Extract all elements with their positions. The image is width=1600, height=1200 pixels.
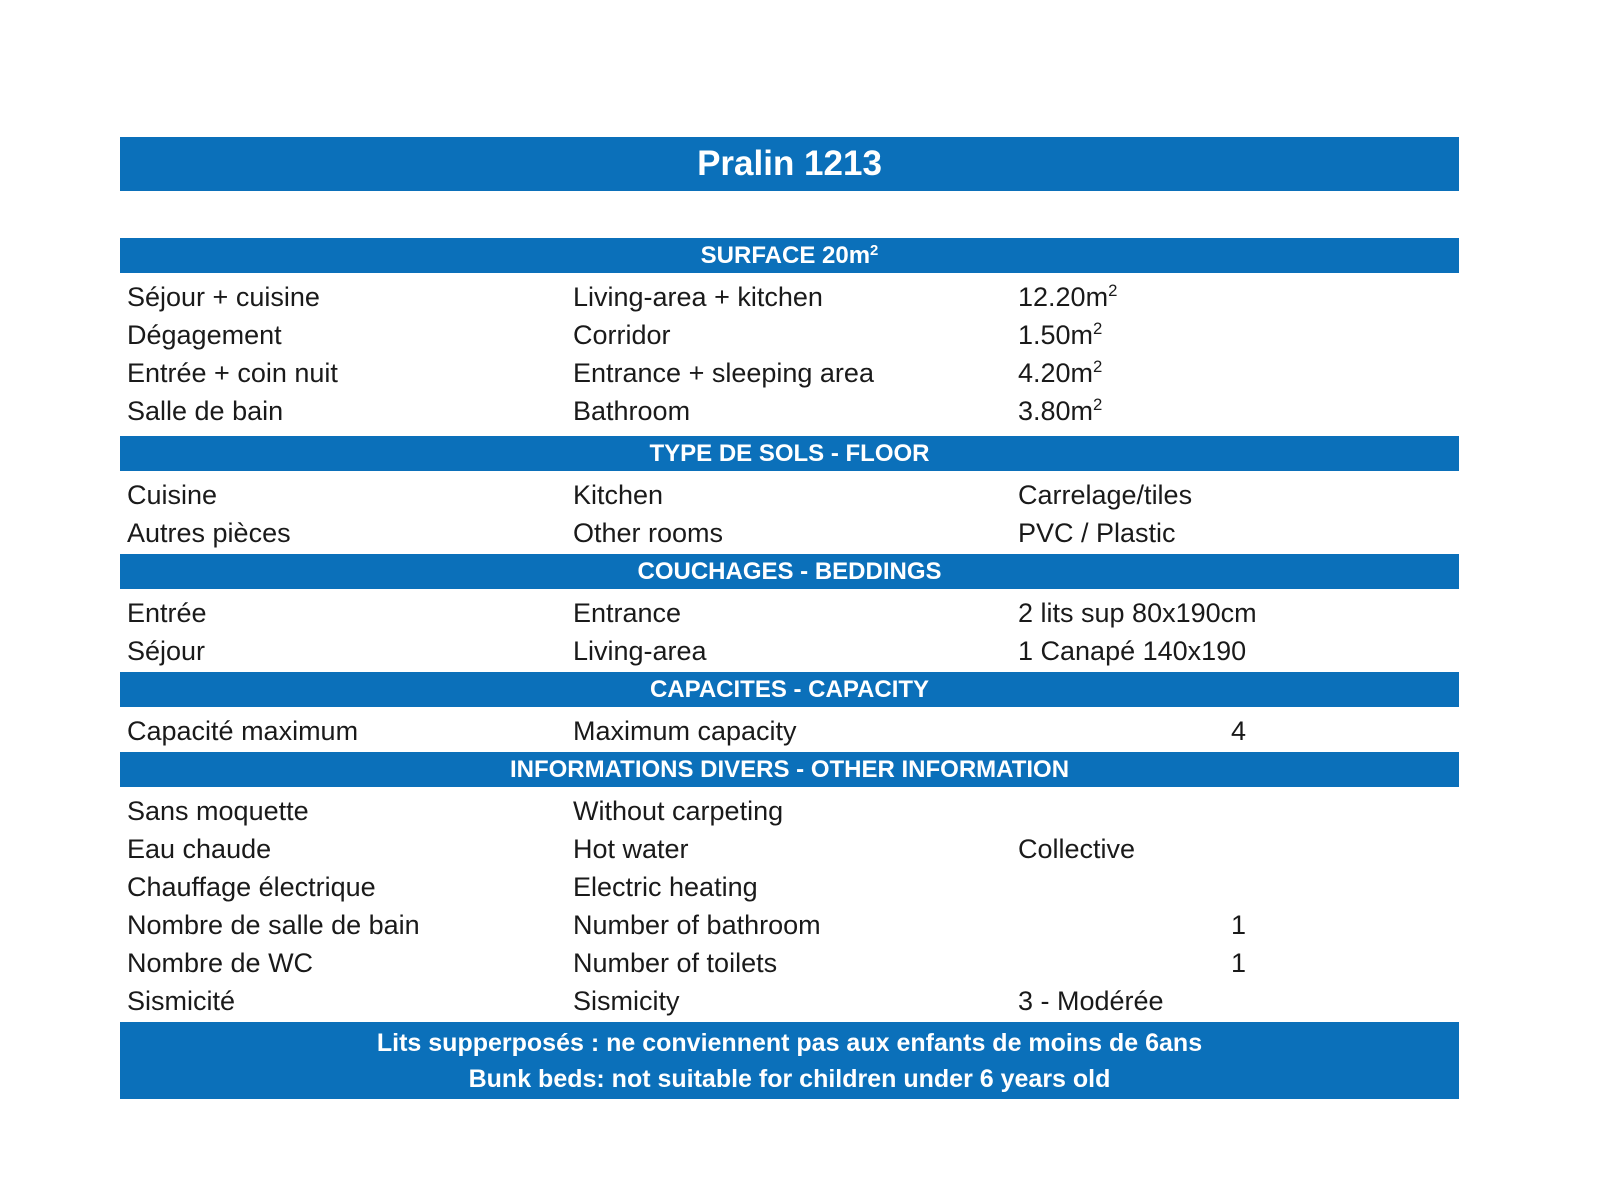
label-fr: Autres pièces xyxy=(127,518,291,548)
label-en: Living-area xyxy=(573,636,707,666)
value-text: 12.20m xyxy=(1018,282,1109,312)
value-cell xyxy=(1018,868,1459,906)
label-en: Corridor xyxy=(573,320,671,350)
table-row xyxy=(120,944,1459,982)
table-row xyxy=(120,594,1459,632)
label-fr: Capacité maximum xyxy=(127,716,359,746)
section-header-surface xyxy=(120,238,1459,273)
label-en: Living-area + kitchen xyxy=(573,282,823,312)
table-row xyxy=(120,476,1459,514)
value-text: 1.50m xyxy=(1018,320,1094,350)
superscript: 2 xyxy=(870,243,879,259)
table-row xyxy=(120,514,1459,552)
section-header-floor: TYPE DE SOLS - FLOOR xyxy=(120,436,1459,471)
page-title: Pralin 1213 xyxy=(120,137,1459,191)
label-fr: Nombre de salle de bain xyxy=(127,910,420,940)
label-fr: Séjour + cuisine xyxy=(127,282,320,312)
label-en: Entrance + sleeping area xyxy=(573,358,874,388)
label-en: Sismicity xyxy=(573,986,680,1016)
value-cell xyxy=(1018,316,1459,354)
label-fr: Dégagement xyxy=(127,320,282,350)
label-fr: Sismicité xyxy=(127,986,236,1016)
value-cell: Carrelage/tiles xyxy=(1018,480,1193,510)
label-fr: Séjour xyxy=(127,636,206,666)
footer-note-en: Bunk beds: not suitable for children under 6 years old xyxy=(468,1065,1111,1093)
table-row xyxy=(120,830,1459,868)
label-en: Other rooms xyxy=(573,518,724,548)
table-row xyxy=(120,354,1459,392)
value-cell: 1 xyxy=(1230,910,1247,940)
footer-note xyxy=(120,1022,1459,1099)
label-en: Without carpeting xyxy=(573,796,784,826)
label-en: Number of toilets xyxy=(573,948,778,978)
table-row xyxy=(120,278,1459,316)
value-text: 3.80m xyxy=(1018,396,1094,426)
table-row xyxy=(120,792,1459,830)
table-row xyxy=(120,392,1459,430)
label-en: Kitchen xyxy=(573,480,664,510)
section-capacity-rows xyxy=(120,707,1459,752)
table-row xyxy=(120,632,1459,670)
section-header-capacity: CAPACITES - CAPACITY xyxy=(120,672,1459,707)
value-cell: 1 xyxy=(1230,948,1247,978)
table-row xyxy=(120,316,1459,354)
label-fr: Eau chaude xyxy=(127,834,272,864)
label-fr: Entrée xyxy=(127,598,207,628)
section-header-other-information: INFORMATIONS DIVERS - OTHER INFORMATION xyxy=(120,752,1459,787)
value-cell xyxy=(1018,354,1459,392)
value-cell xyxy=(1018,392,1459,430)
label-fr: Cuisine xyxy=(127,480,218,510)
table-row xyxy=(120,982,1459,1020)
footer-note-fr: Lits supperposés : ne conviennent pas aux enfants de moins de 6ans xyxy=(376,1029,1203,1057)
label-en: Hot water xyxy=(573,834,689,864)
property-sheet xyxy=(120,137,1459,1099)
superscript: 2 xyxy=(1093,395,1103,414)
label-fr: Nombre de WC xyxy=(127,948,314,978)
label-fr: Entrée + coin nuit xyxy=(127,358,338,388)
value-cell: 2 lits sup 80x190cm xyxy=(1018,598,1257,628)
label-fr: Sans moquette xyxy=(127,796,309,826)
label-en: Entrance xyxy=(573,598,682,628)
label-en: Bathroom xyxy=(573,396,691,426)
section-other-information-rows xyxy=(120,787,1459,1022)
value-cell xyxy=(1018,792,1459,830)
superscript: 2 xyxy=(1108,281,1118,300)
table-row xyxy=(120,906,1459,944)
label-en: Maximum capacity xyxy=(573,716,797,746)
section-beddings-rows xyxy=(120,589,1459,672)
section-header-surface-label: SURFACE 20m xyxy=(700,242,871,269)
label-fr: Chauffage électrique xyxy=(127,872,376,902)
section-surface-rows xyxy=(120,273,1459,436)
value-cell: Collective xyxy=(1018,834,1136,864)
value-cell: 1 Canapé 140x190 xyxy=(1018,636,1247,666)
value-cell: 3 - Modérée xyxy=(1018,986,1164,1016)
section-floor-rows xyxy=(120,471,1459,554)
value-cell: PVC / Plastic xyxy=(1018,518,1176,548)
value-cell: 4 xyxy=(1230,716,1247,746)
superscript: 2 xyxy=(1093,357,1103,376)
table-row xyxy=(120,712,1459,750)
label-en: Electric heating xyxy=(573,872,758,902)
value-cell xyxy=(1018,278,1459,316)
label-en: Number of bathroom xyxy=(573,910,821,940)
label-fr: Salle de bain xyxy=(127,396,284,426)
superscript: 2 xyxy=(1093,319,1103,338)
section-header-beddings: COUCHAGES - BEDDINGS xyxy=(120,554,1459,589)
table-row xyxy=(120,868,1459,906)
value-text: 4.20m xyxy=(1018,358,1094,388)
